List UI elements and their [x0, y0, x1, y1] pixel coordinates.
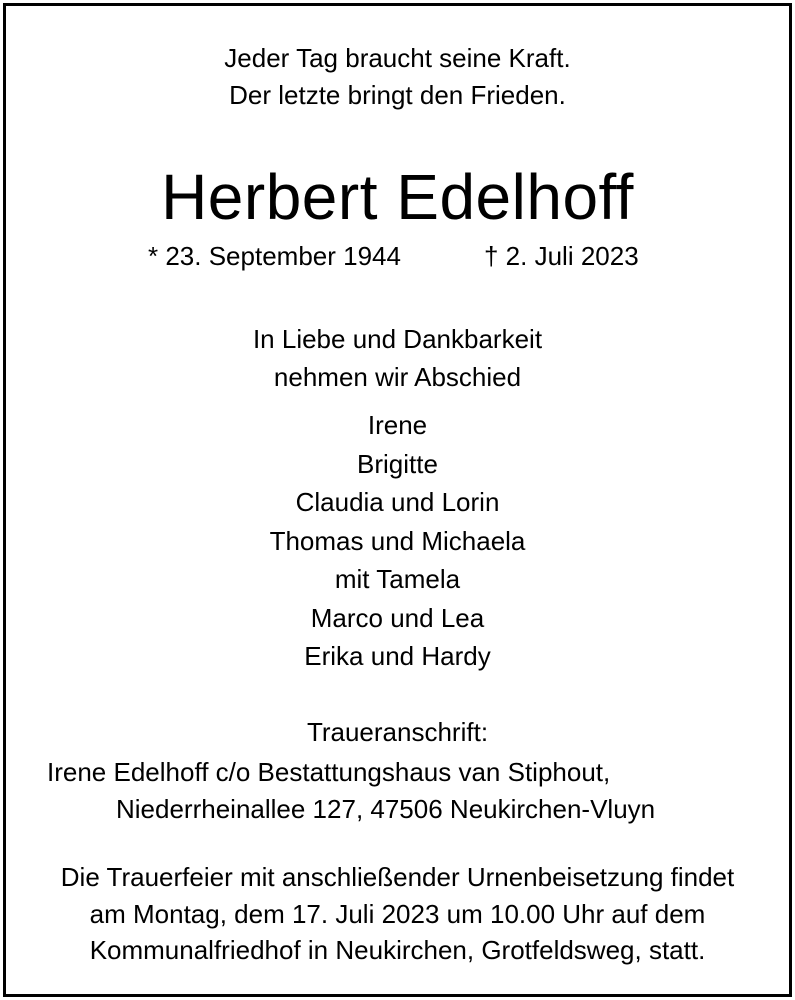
farewell-line-2: nehmen wir Abschied	[273, 362, 522, 392]
mourner-name: mit Tamela	[334, 564, 461, 594]
motto-line-2: Der letzte bringt den Frieden.	[229, 80, 566, 110]
death-date: † 2. Juli 2023	[484, 241, 639, 271]
birth-date: * 23. September 1944	[148, 241, 401, 271]
mourner-name: Brigitte	[357, 449, 438, 479]
mourner-name: Erika und Hardy	[304, 641, 491, 671]
ceremony-line-1: Die Trauerfeier mit anschließender Urnenbeisetzung findet	[60, 862, 735, 892]
mourner-name: Thomas und Michaela	[269, 526, 526, 556]
address-line-1: Irene Edelhoff c/o Bestattungshaus van Stiphout,	[47, 757, 611, 787]
address-heading: Traueranschrift:	[306, 717, 489, 747]
motto-line-1: Jeder Tag braucht seine Kraft.	[224, 43, 571, 73]
deceased-name: Herbert Edelhoff	[161, 161, 634, 233]
farewell-line-1: In Liebe und Dankbarkeit	[252, 324, 543, 354]
mourner-name: Marco und Lea	[310, 603, 485, 633]
ceremony-line-2: am Montag, dem 17. Juli 2023 um 10.00 Uhr auf dem	[89, 899, 706, 929]
ceremony-line-3: Kommunalfriedhof in Neukirchen, Grotfeldsweg, statt.	[89, 935, 706, 965]
mourner-name: Irene	[367, 410, 428, 440]
life-dates	[0, 241, 795, 271]
address-line-2: Niederrheinallee 127, 47506 Neukirchen-Vluyn	[116, 794, 656, 824]
mourner-name: Claudia und Lorin	[295, 487, 500, 517]
